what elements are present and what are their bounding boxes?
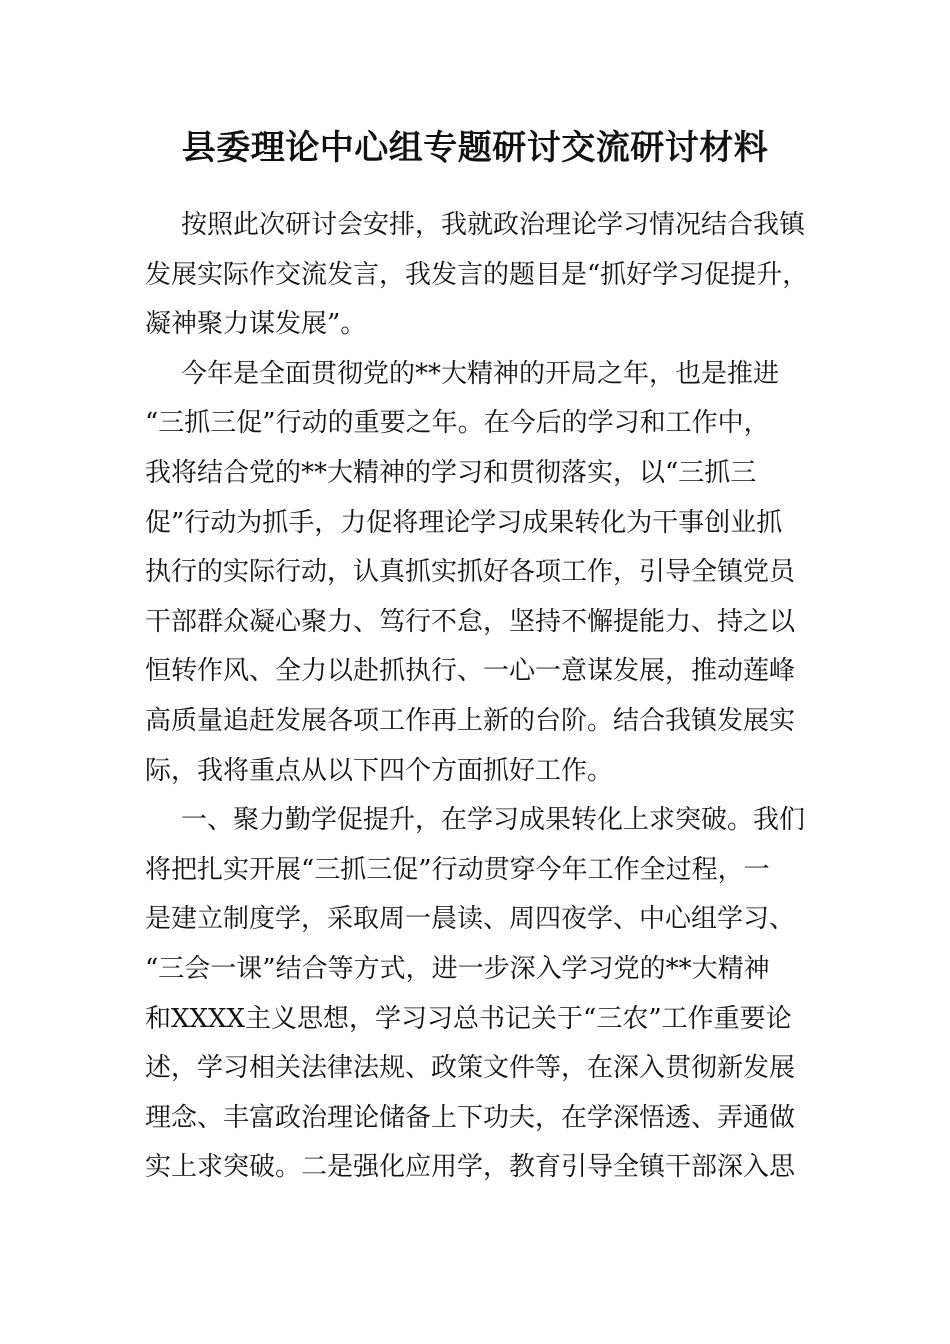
text-line: 今年是全面贯彻党的**大精神的开局之年，也是推进 <box>181 358 780 389</box>
text-line: 发展实际作交流发言，我发言的题目是“抓好学习促提升， <box>145 259 809 290</box>
text-line: 理念、丰富政治理论储备上下功夫，在学深悟透、弄通做 <box>145 1102 796 1133</box>
text-line: 实上求突破。二是强化应用学，教育引导全镇干部深入思 <box>145 1152 796 1183</box>
text-line: 恒转作风、全力以赴抓执行、一心一意谋发展，推动莲峰 <box>145 656 796 687</box>
paragraph-3 <box>145 796 805 1193</box>
text-line: 高质量追赶发展各项工作再上新的台阶。结合我镇发展实 <box>145 705 796 736</box>
paragraph-1 <box>145 201 809 350</box>
paragraph-2 <box>145 350 805 796</box>
text-line: 和XXXX主义思想，学习习总书记关于“三农”工作重要论 <box>145 1003 792 1034</box>
text-line: 干部群众凝心聚力、笃行不怠，坚持不懈提能力、持之以 <box>145 606 796 637</box>
text-line: 一、聚力勤学促提升，在学习成果转化上求突破。我们 <box>181 805 806 836</box>
text-line: 将把扎实开展“三抓三促”行动贯穿今年工作全过程，一 <box>145 854 770 885</box>
text-line: 凝神聚力谋发展”。 <box>145 309 367 340</box>
document-title: 县委理论中心组专题研讨交流研讨材料 <box>181 128 769 168</box>
text-line: 我将结合党的**大精神的学习和贯彻落实，以“三抓三 <box>145 457 757 488</box>
text-line: 按照此次研讨会安排，我就政治理论学习情况结合我镇 <box>181 210 806 240</box>
text-line: “三会一课”结合等方式，进一步深入学习党的**大精神 <box>145 953 770 984</box>
text-line: 述，学习相关法律法规、政策文件等，在深入贯彻新发展 <box>145 1053 796 1084</box>
text-line: “三抓三促”行动的重要之年。在今后的学习和工作中， <box>145 408 770 439</box>
text-line: 际，我将重点从以下四个方面抓好工作。 <box>145 755 614 786</box>
text-line: 是建立制度学，采取周一晨读、周四夜学、中心组学习、 <box>145 904 796 935</box>
document-body <box>145 201 809 1193</box>
text-line: 执行的实际行动，认真抓实抓好各项工作，引导全镇党员 <box>145 557 796 588</box>
text-line: 促”行动为抓手，力促将理论学习成果转化为干事创业抓 <box>145 507 783 538</box>
